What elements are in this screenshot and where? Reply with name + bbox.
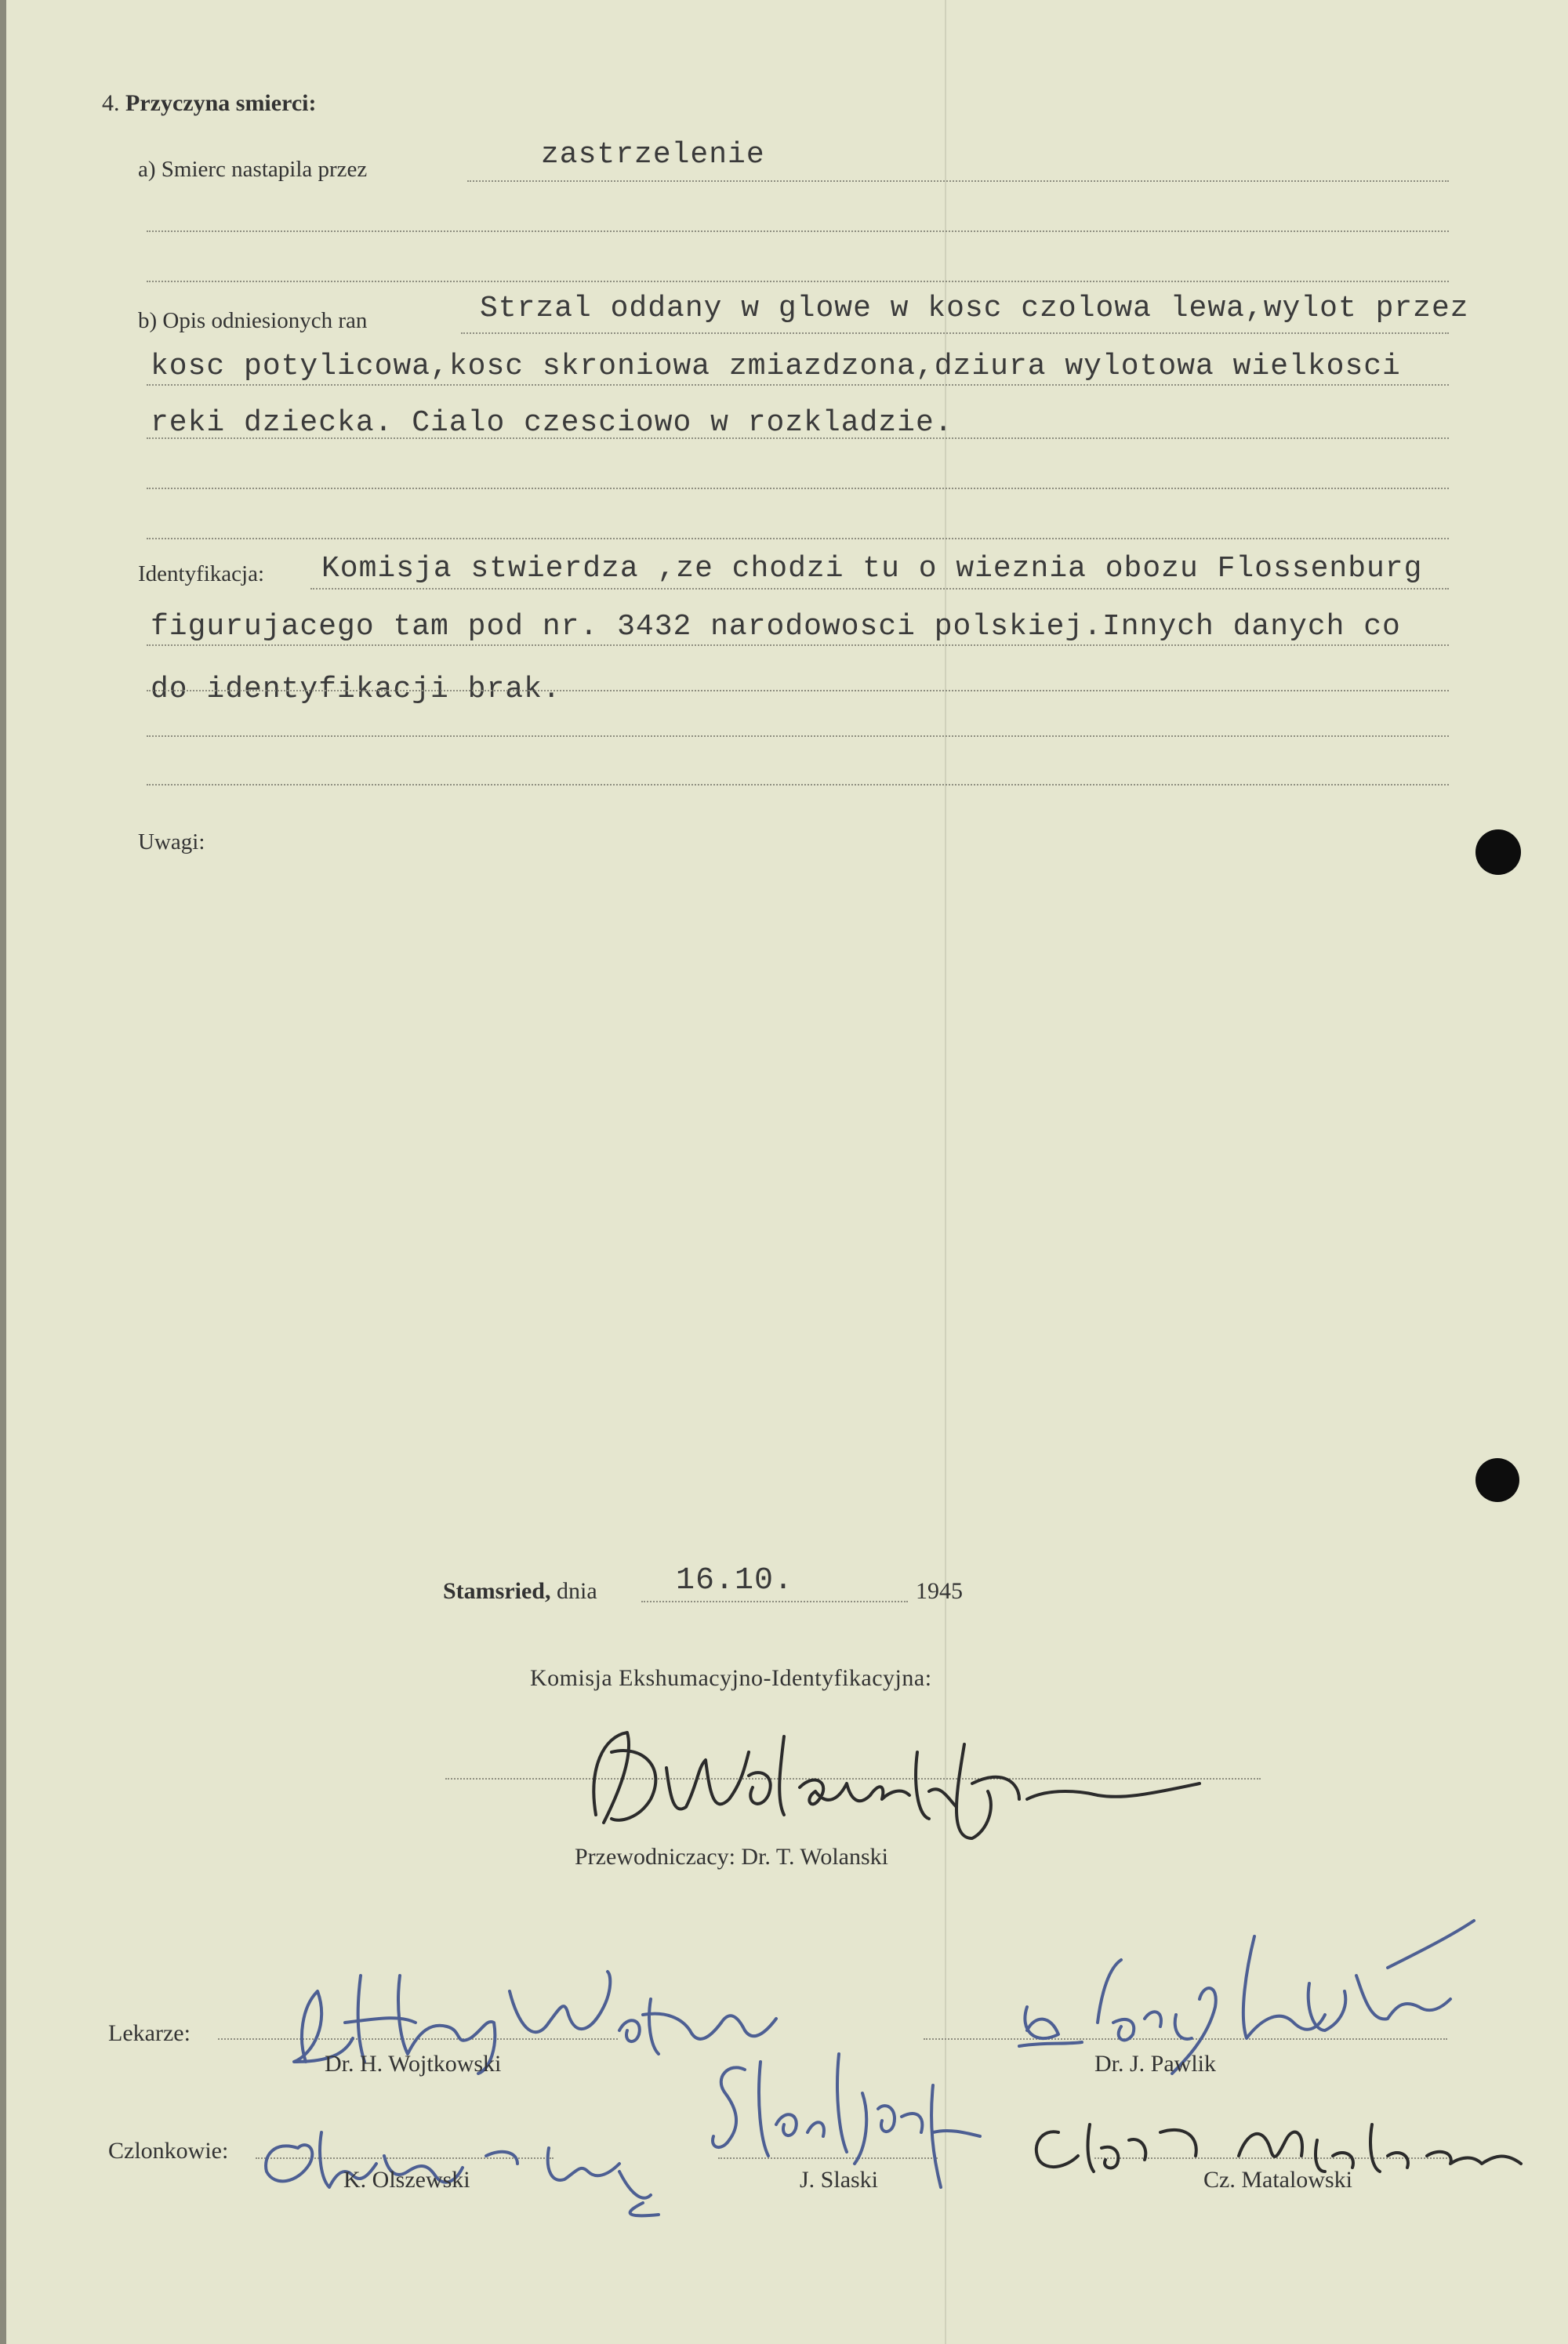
doctor-signature-pawlik xyxy=(996,1905,1482,2077)
identification-dotted-line xyxy=(147,690,1449,691)
punch-hole xyxy=(1475,1458,1519,1502)
doctor-name-2: Dr. J. Pawlik xyxy=(1094,2051,1217,2077)
chairman-caption: Przewodniczacy: Dr. T. Wolanski xyxy=(575,1844,888,1870)
identification-line-3: do identyfikacji brak. xyxy=(151,673,561,706)
dnia-label: dnia xyxy=(557,1578,597,1604)
page-edge-shadow xyxy=(0,0,6,2344)
doctor-name-1: Dr. H. Wojtkowski xyxy=(325,2051,502,2077)
blank-dotted-line xyxy=(147,735,1449,737)
blank-dotted-line xyxy=(147,230,1449,232)
members-label: Czlonkowie: xyxy=(108,2138,229,2164)
date-line xyxy=(443,1578,597,1605)
blank-dotted-line xyxy=(147,488,1449,489)
blank-dotted-line xyxy=(147,784,1449,786)
wounds-label: b) Opis odniesionych ran xyxy=(138,308,368,333)
wounds-dotted-line xyxy=(147,437,1449,439)
blank-dotted-line xyxy=(147,281,1449,282)
wounds-dotted-line xyxy=(147,384,1449,386)
wounds-line-1: Strzal oddany w glowe w kosc czolowa lewa,wylot przez xyxy=(480,292,1469,325)
punch-hole xyxy=(1475,829,1521,875)
member-name-3: Cz. Matalowski xyxy=(1203,2167,1352,2193)
identification-dotted-line xyxy=(310,588,1449,590)
doctors-label: Lekarze: xyxy=(108,2020,191,2046)
member-name-1: K. Olszewski xyxy=(343,2167,470,2193)
date-value: 16.10. xyxy=(676,1563,794,1598)
identification-line-1: Komisja stwierdza ,ze chodzi tu o wieznia obozu Flossenburg xyxy=(321,552,1423,586)
section-heading xyxy=(102,90,317,117)
identification-line-2: figurujacego tam pod nr. 3432 narodowosci polskiej.Innych danych co xyxy=(151,610,1401,644)
wounds-line-3: reki dziecka. Cialo czesciowo w rozkladzie. xyxy=(151,406,953,440)
member-signature-olszewski xyxy=(251,2085,690,2219)
identification-label: Identyfikacja: xyxy=(138,561,265,586)
remarks-label: Uwagi: xyxy=(138,829,205,855)
wounds-line-2: kosc potylicowa,kosc skroniowa zmiazdzona,dziura wylotowa wielkosci xyxy=(151,350,1401,383)
commission-title: Komisja Ekshumacyjno-Identyfikacyjna: xyxy=(530,1665,932,1691)
identification-dotted-line xyxy=(147,644,1449,646)
section-title: Przyczyna smierci: xyxy=(125,90,317,116)
section-number: 4. xyxy=(102,90,120,116)
chairman-signature xyxy=(580,1721,1207,1846)
cause-dotted-line xyxy=(467,180,1449,182)
member-name-2: J. Slaski xyxy=(800,2167,879,2193)
cause-value: zastrzelenie xyxy=(541,138,765,172)
year-value: 1945 xyxy=(916,1578,963,1604)
blank-dotted-line xyxy=(147,538,1449,539)
cause-label: a) Smierc nastapila przez xyxy=(138,157,368,182)
date-dotted-line xyxy=(641,1601,908,1602)
place-name: Stamsried, xyxy=(443,1578,551,1604)
wounds-dotted-line xyxy=(461,332,1449,334)
